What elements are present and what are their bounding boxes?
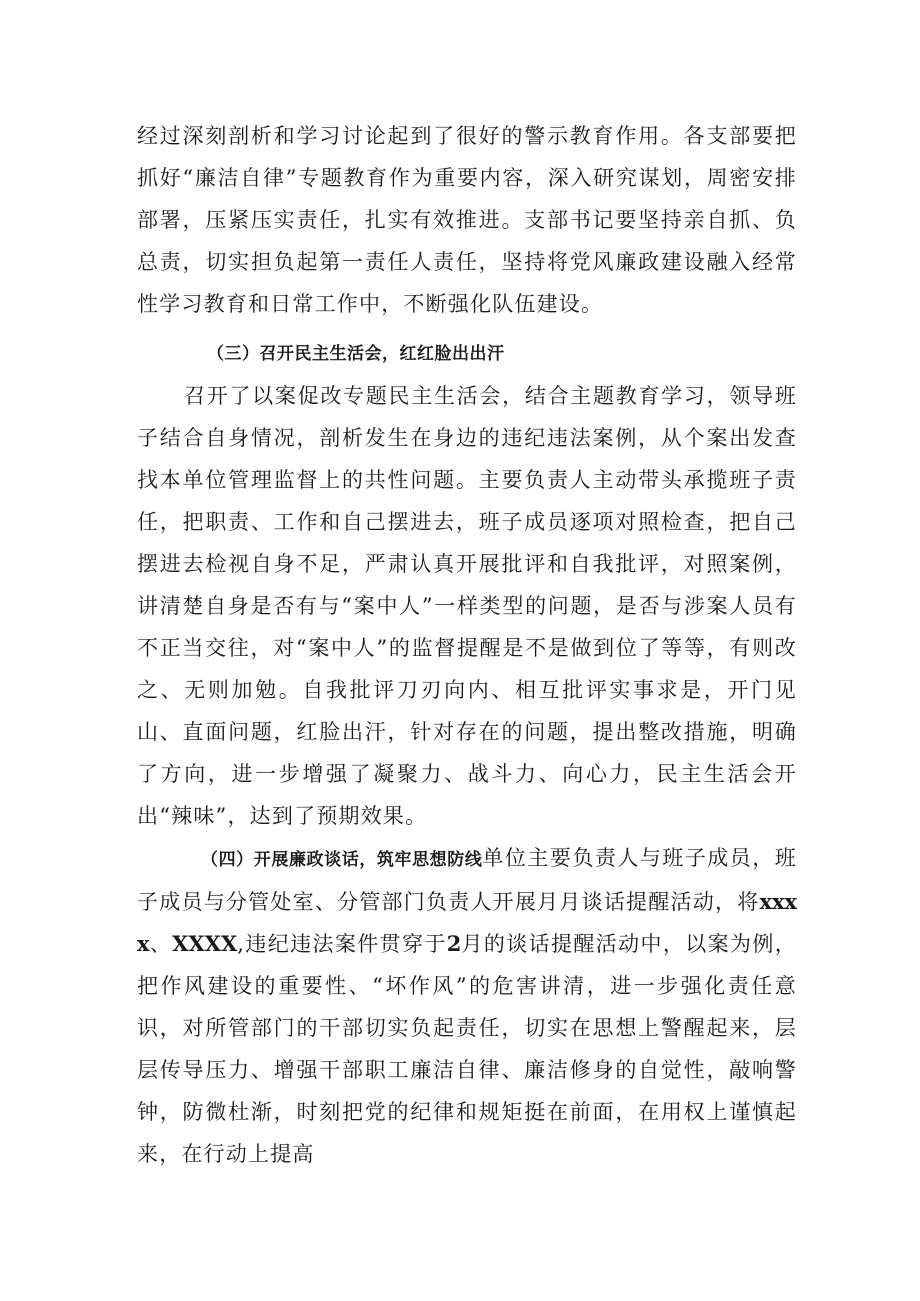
month-number: 2 (446, 931, 462, 956)
section-four-text-part2: 、 (149, 932, 173, 956)
case-code-2: XXXX (172, 931, 238, 956)
paragraph-continuation: 经过深刻剖析和学习讨论起到了很好的警示教育作用。各支部要把抓好“廉洁自律”专题教育作为重要内容，深入研究谋划，周密安排部署，压紧压实责任，扎实有效推进。支部书记要坚持亲自抓、负总责，切实担负起第一责任人责任，坚持将党风廉政建设融入经常性学习教育和日常工作中，不断强化队伍建设。 (137, 124, 797, 316)
section-three-heading: （三）召开民主生活会，红红脸出出汗 (207, 344, 505, 364)
case-code-1: xxxx (137, 889, 797, 956)
section-four-heading: （四）开展廉政谈话，筑牢思想防线 (201, 850, 483, 870)
section-four-paragraph (137, 837, 797, 1175)
section-four-text-part3: ,违纪违法案件贯穿于 (237, 932, 447, 956)
section-four-text-part4: 月的谈话提醒活动中，以案为例，把作风建设的重要性、“坏作风”的危害讲清，进一步强化责任意识，对所管部门的干部切实负起责任，切实在思想上警醒起来，层层传导压力、增强干部职工廉洁自律、廉洁修身的自觉性，敲响警钟，防微杜渐，时刻把党的纪律和规矩挺在前面，在用权上谨慎起来，在行动上提高 (137, 932, 798, 1166)
section-four-text-part1: 单位主要负责人与班子成员，班子成员与分管处室、分管部门负责人开展月月谈话提醒活动，将 (137, 846, 797, 914)
document-body (137, 115, 797, 1175)
section-three-body: 召开了以案促改专题民主生活会，结合主题教育学习，领导班子结合自身情况，剖析发生在身边的违纪违法案例，从个案出发查找本单位管理监督上的共性问题。主要负责人主动带头承揽班子责任，把职责、工作和自己摆进去，班子成员逐项对照检查，把自己摆进去检视自身不足，严肃认真开展批评和自我批评，对照案例，讲清楚自身是否有与“案中人”一样类型的问题，是否与涉案人员有不正当交往，对“案中人”的监督提醒是不是做到位了等等，有则改之、无则加勉。自我批评刀刃向内、相互批评实事求是，开门见山、直面问题，红脸出汗，针对存在的问题，提出整改措施，明确了方向，进一步增强了凝聚力、战斗力、向心力，民主生活会开出“辣味”，达到了预期效果。 (137, 384, 797, 828)
